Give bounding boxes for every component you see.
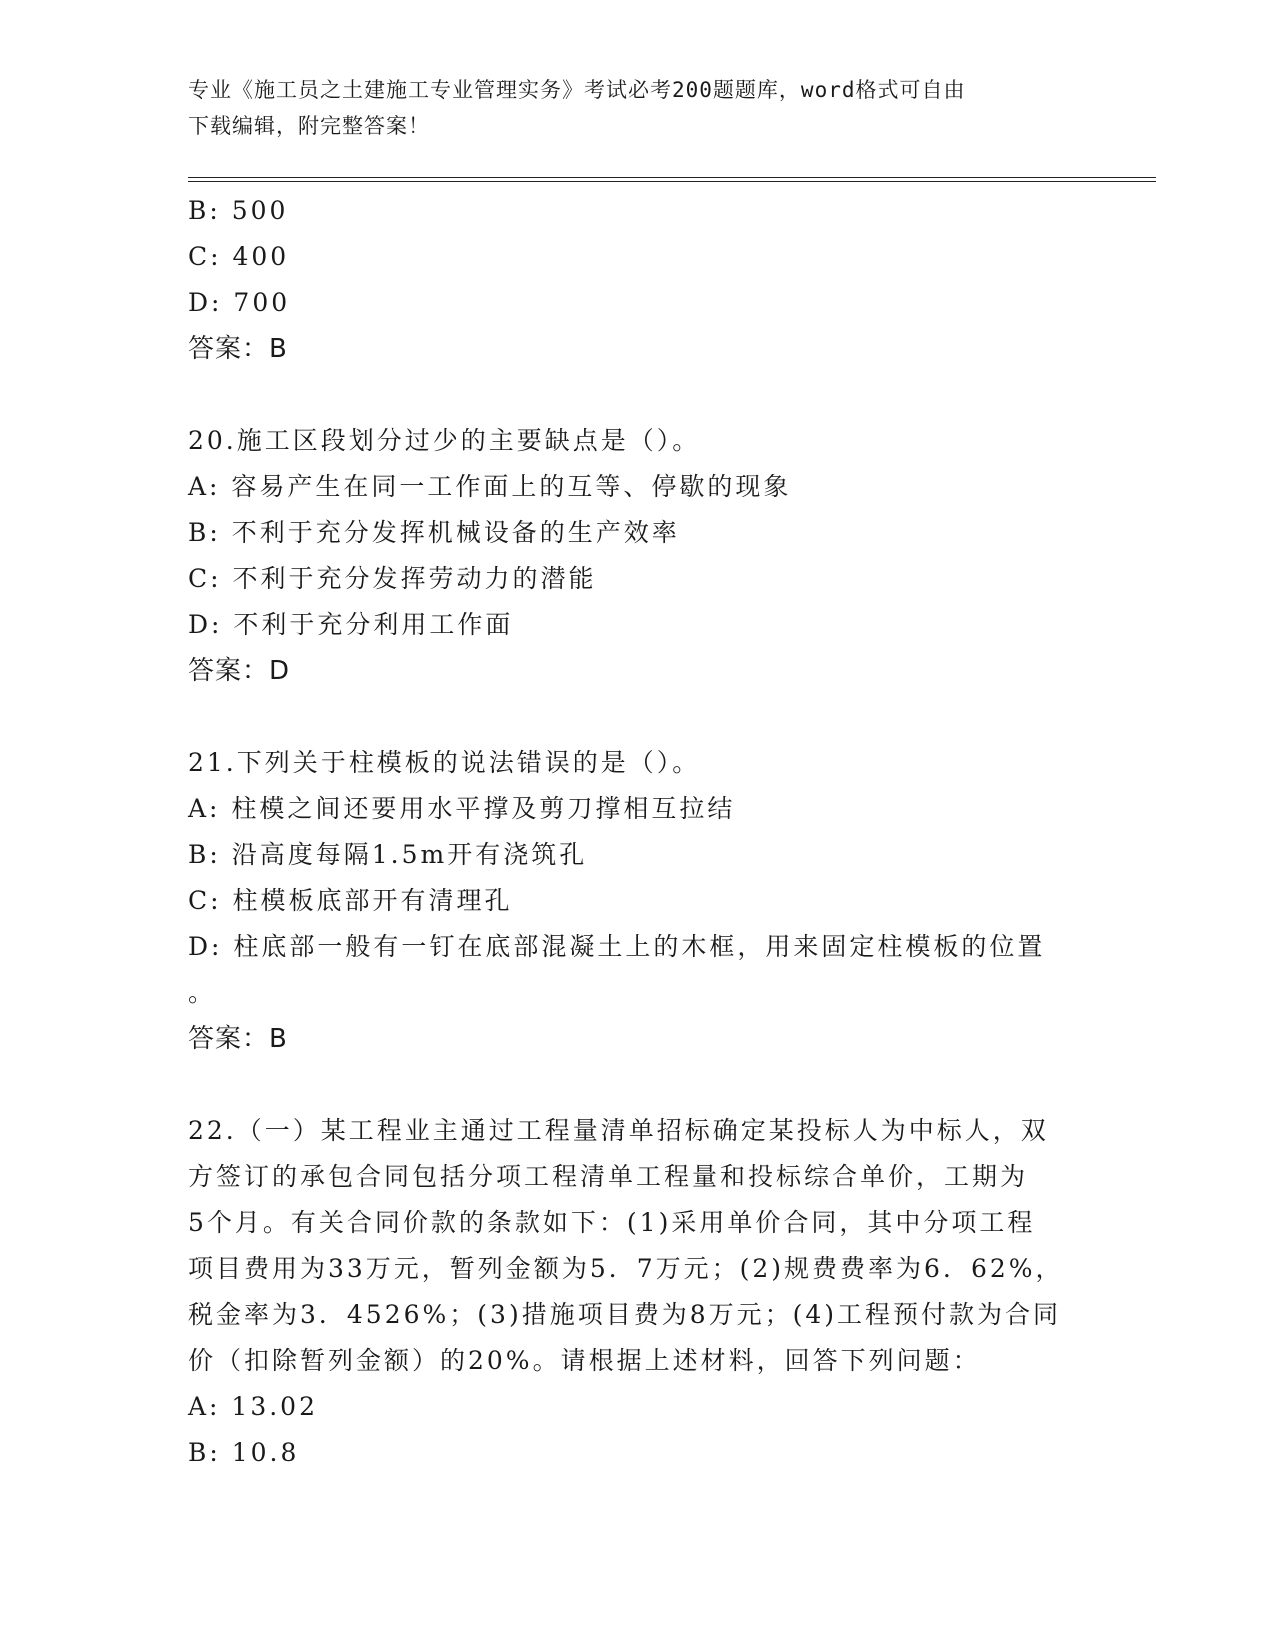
question-text-line: 22.（一）某工程业主通过工程量清单招标确定某投标人为中标人，双 — [188, 1116, 1049, 1145]
option-b: B: 10.8 — [188, 1438, 300, 1467]
question-19-tail — [188, 188, 1088, 372]
spacer — [188, 694, 1088, 740]
option-c: C: 400 — [188, 242, 290, 271]
option-b: B: 不利于充分发挥机械设备的生产效率 — [188, 518, 680, 547]
option-d: D: 不利于充分利用工作面 — [188, 610, 514, 639]
option-d: D: 柱底部一般有一钉在底部混凝土上的木框，用来固定柱模板的位置 — [188, 932, 1046, 961]
option-c: C: 不利于充分发挥劳动力的潜能 — [188, 564, 597, 593]
document-header — [188, 72, 1068, 144]
question-content — [188, 188, 1088, 1476]
header-line-2: 下载编辑，附完整答案！ — [188, 114, 430, 138]
option-a: A: 容易产生在同一工作面上的互等、停歇的现象 — [188, 472, 792, 501]
header-line-1: 专业《施工员之土建施工专业管理实务》考试必考200题题库，word格式可自由 — [188, 78, 966, 102]
question-title: 21.下列关于柱模板的说法错误的是（）。 — [188, 748, 701, 777]
question-21 — [188, 740, 1088, 1062]
answer-line: 答案：B — [188, 334, 288, 364]
question-text-line: 价（扣除暂列金额）的20%。请根据上述材料，回答下列问题： — [188, 1346, 981, 1375]
option-d: D: 700 — [188, 288, 291, 317]
option-c: C: 柱模板底部开有清理孔 — [188, 886, 513, 915]
question-22 — [188, 1108, 1088, 1476]
question-text-line: 项目费用为33万元，暂列金额为5．7万元；(2)规费费率为6．62%， — [188, 1254, 1064, 1283]
spacer — [188, 1062, 1088, 1108]
option-d-wrap: 。 — [188, 978, 217, 1007]
question-text-line: 5个月。有关合同价款的条款如下：(1)采用单价合同，其中分项工程 — [188, 1208, 1036, 1237]
answer-line: 答案：D — [188, 656, 291, 686]
option-b: B: 500 — [188, 196, 289, 225]
question-title: 20.施工区段划分过少的主要缺点是（）。 — [188, 426, 701, 455]
option-a: A: 柱模之间还要用水平撑及剪刀撑相互拉结 — [188, 794, 736, 823]
header-divider-top — [188, 177, 1156, 178]
option-a: A: 13.02 — [188, 1392, 318, 1421]
spacer — [188, 372, 1088, 418]
option-b: B: 沿高度每隔1.5m开有浇筑孔 — [188, 840, 588, 869]
question-text-line: 方签订的承包合同包括分项工程清单工程量和投标综合单价，工期为 — [188, 1162, 1029, 1191]
header-divider-bottom — [188, 181, 1156, 182]
answer-line: 答案：B — [188, 1024, 288, 1054]
question-text-line: 税金率为3．4526%；(3)措施项目费为8万元；(4)工程预付款为合同 — [188, 1300, 1062, 1329]
question-20 — [188, 418, 1088, 694]
